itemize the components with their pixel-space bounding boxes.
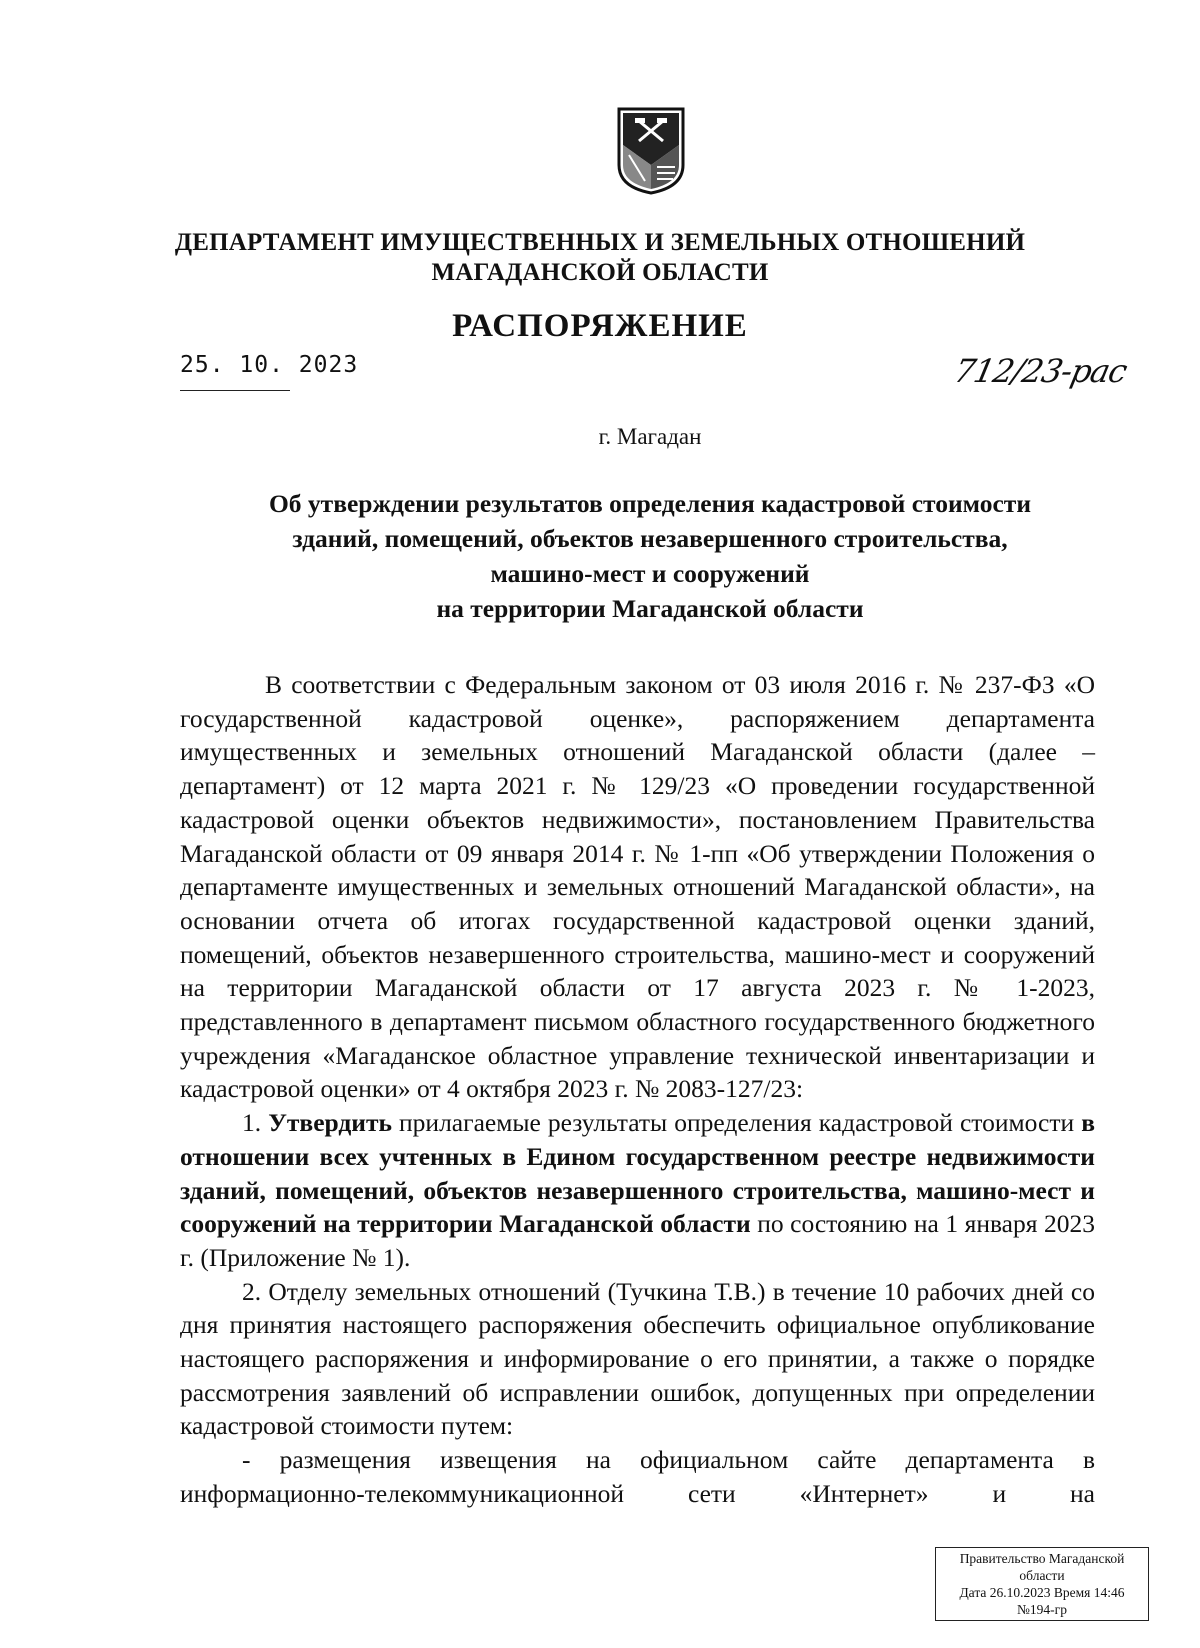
org-line-2: МАГАДАНСКОЙ ОБЛАСТИ bbox=[431, 259, 769, 286]
preamble-paragraph: В соответствии с Федеральным законом от 03 июля 2016 г. № 237-ФЗ «О государственной кадастровой оценке», распоряжением департамента имущественных и земельных отношений Магаданской области (далее – департамент) от 12 марта 2021 г. № 129/23 «О проведении государственной кадастровой оценки объектов недвижимости», постановлением Правительства Магаданской области от 09 января 2014 г. № 1-пп «Об утверждении Положения о департаменте имущественных и земельных отношений Магаданской области», на основании отчета об итогах государственной кадастровой оценки зданий, помещений, объектов незавершенного строительства, машино-мест и сооружений на территории Магаданской области от 17 августа 2023 г. № 1-2023, представленного в департамент письмом областного государственного бюджетного учреждения «Магаданское областное управление технической инвентаризации и кадастровой оценки» от 4 октября 2023 г. № 2083-127/23: bbox=[180, 670, 1095, 1104]
item-1-bold-scope: в отношении всех учтенных в Едином государственном реестре недвижимости зданий, помещений, объектов незавершенного строительства, машино-мест и сооружений на территории Магаданской области bbox=[180, 1108, 1095, 1239]
stamp-line-1: Правительство Магаданской bbox=[959, 1551, 1125, 1566]
document-body bbox=[180, 668, 1095, 1511]
organization-name bbox=[0, 228, 1200, 288]
document-number: 712/23-рас bbox=[950, 352, 1130, 390]
city: г. Магадан bbox=[598, 424, 702, 449]
date-underline bbox=[180, 390, 290, 391]
item-1-paragraph bbox=[180, 1106, 1095, 1275]
item-1-text-end: по состоянию на 1 января 2023 г. (Приложение № 1). bbox=[180, 1209, 1096, 1272]
document-type: РАСПОРЯЖЕНИЕ bbox=[452, 308, 748, 344]
registration-stamp bbox=[935, 1547, 1149, 1621]
stamp-line-2: области bbox=[1019, 1568, 1065, 1583]
title-line-2: зданий, помещений, объектов незавершенного строительства, bbox=[292, 524, 1008, 553]
stamp-line-4: №194-гр bbox=[1017, 1602, 1067, 1617]
item-1-number: 1. bbox=[242, 1108, 269, 1138]
title-line-4: на территории Магаданской области bbox=[436, 594, 864, 623]
item-2-subitem: - размещения извещения на официальном сайте департамента в информационно-телекоммуникационной сети «Интернет» и на bbox=[180, 1445, 1095, 1508]
document-date: 25. 10. 2023 bbox=[180, 352, 359, 378]
item-1-bold-verb: Утвердить bbox=[268, 1108, 392, 1138]
item-2-paragraph: 2. Отделу земельных отношений (Тучкина Т.В.) в течение 10 рабочих дней со дня принятия настоящего распоряжения обеспечить официальное опубликование настоящего распоряжения и информирование о его принятии, а также о порядке рассмотрения заявлений об исправлении ошибок, допущенных при определении кадастровой стоимости путем: bbox=[180, 1276, 1095, 1441]
title-line-1: Об утверждении результатов определения кадастровой стоимости bbox=[268, 489, 1032, 518]
stamp-line-3: Дата 26.10.2023 Время 14:46 bbox=[959, 1585, 1125, 1600]
document-title bbox=[0, 486, 1200, 626]
org-line-1: ДЕПАРТАМЕНТ ИМУЩЕСТВЕННЫХ И ЗЕМЕЛЬНЫХ ОТНОШЕНИЙ bbox=[174, 229, 1026, 256]
item-1-text: прилагаемые результаты определения кадастровой стоимости bbox=[391, 1108, 1082, 1138]
coat-of-arms-emblem bbox=[615, 105, 687, 195]
title-line-3: машино-мест и сооружений bbox=[490, 559, 810, 588]
